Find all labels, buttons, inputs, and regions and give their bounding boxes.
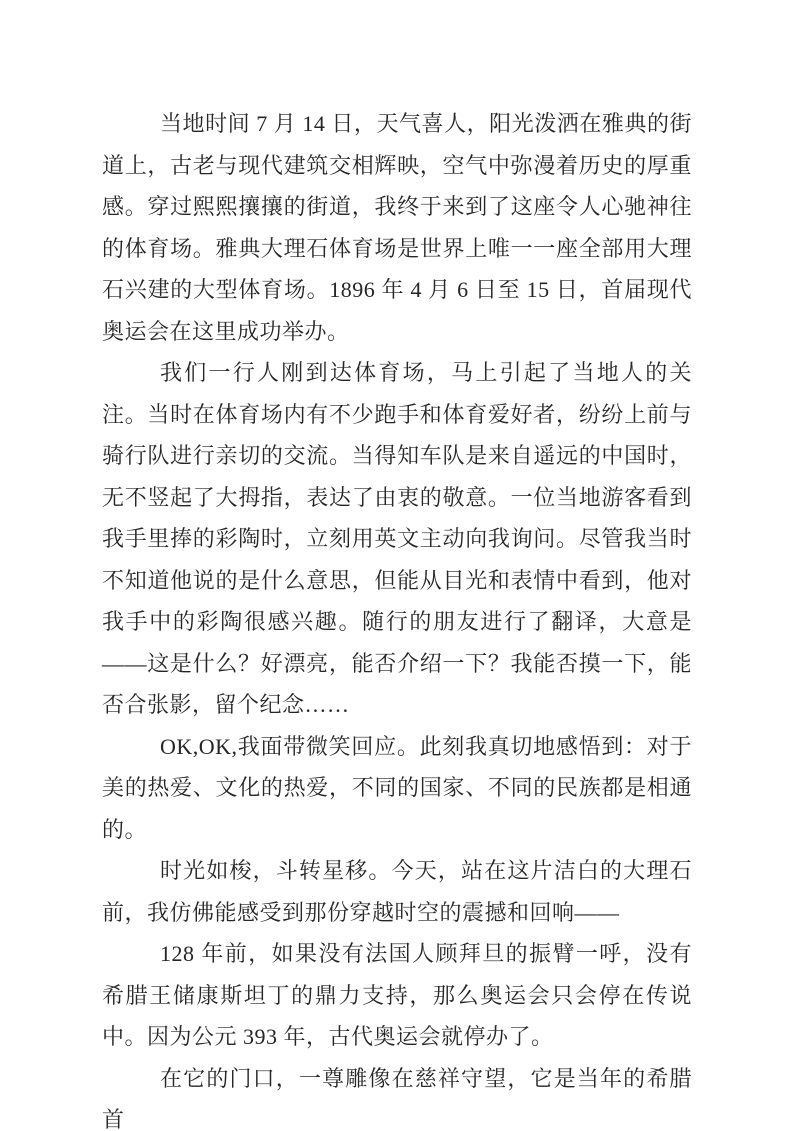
paragraph: 128 年前，如果没有法国人顾拜旦的振臂一呼，没有希腊王储康斯坦丁的鼎力支持，那么奥运会只会停在传说中。因为公元 393 年，古代奥运会就停办了。 <box>102 941 692 1049</box>
paragraph: 我们一行人刚到达体育场，马上引起了当地人的关注。当时在体育场内有不少跑手和体育爱好者，纷纷上前与骑行队进行亲切的交流。当得知车队是来自遥远的中国时，无不竖起了大拇指，表达了由衷的敬意。一位当地游客看到我手里捧的彩陶时，立刻用英文主动向我询问。尽管我当时不知道他说的是什么意思，但能从目光和表情中看到，他对我手中的彩陶很感兴趣。随行的朋友进行了翻译，大意是——这是什么？好漂亮，能否介绍一下？我能否摸一下，能否合张影，留个纪念…… <box>102 360 692 717</box>
paragraph: OK,OK,我面带微笑回应。此刻我真切地感悟到：对于美的热爱、文化的热爱，不同的国家、不同的民族都是相通的。 <box>102 733 692 842</box>
paragraph: 当地时间 7 月 14 日，天气喜人，阳光泼洒在雅典的街道上，古老与现代建筑交相辉映，空气中弥漫着历史的厚重感。穿过熙熙攘攘的街道，我终于来到了这座令人心驰神往的体育场。雅典大理石体育场是世界上唯一一座全部用大理石兴建的大型体育场。1896 年 4 月 6 日至 15 日，首届现代奥运会在这里成功举办。 <box>102 111 692 344</box>
document-body <box>102 103 692 1131</box>
paragraph: 在它的门口，一尊雕像在慈祥守望，它是当年的希腊首 <box>102 1065 692 1131</box>
paragraph: 时光如梭，斗转星移。今天，站在这片洁白的大理石前，我仿佛能感受到那份穿越时空的震撼和回响—— <box>102 858 692 925</box>
